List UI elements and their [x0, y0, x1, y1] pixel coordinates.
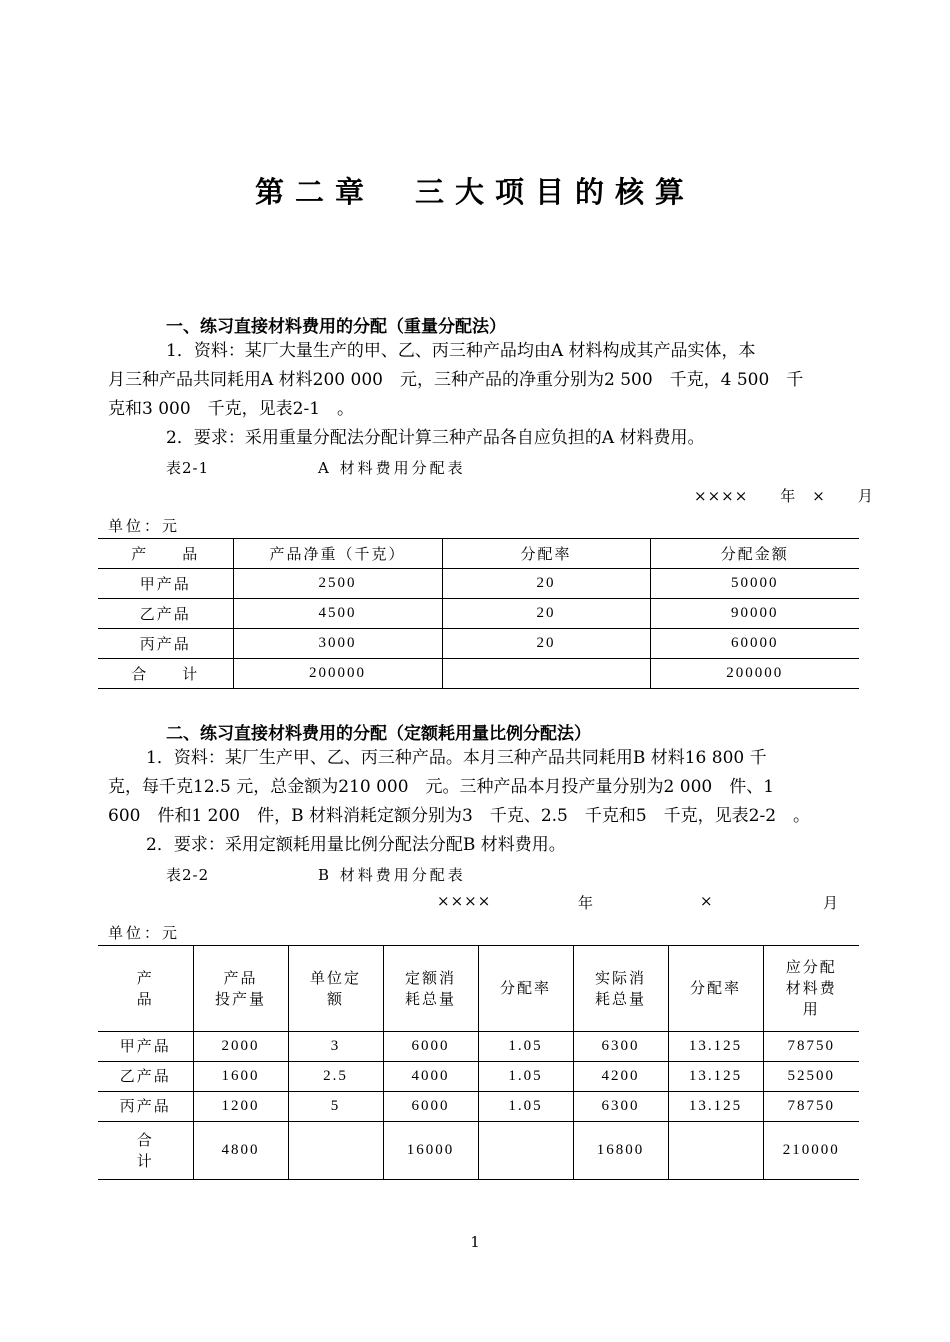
table-cell: 3: [288, 1032, 383, 1062]
table1-header-row: [98, 539, 859, 569]
table-cell: 1200: [193, 1092, 288, 1122]
table2-date-year-label: ××××: [437, 892, 492, 910]
table-cell: 2500: [233, 569, 442, 599]
table-cell: 6300: [573, 1032, 668, 1062]
table-cell: 6300: [573, 1092, 668, 1122]
table-cell: 1600: [193, 1062, 288, 1092]
table-2-2: [98, 945, 859, 1180]
table2-header-row: [98, 946, 859, 1032]
table-cell: 50000: [650, 569, 859, 599]
table1-header: 分配率: [442, 539, 650, 569]
section1-para1-line1: 1．资料：某厂大量生产的甲、乙、丙三种产品均由A 材料构成其产品实体，本: [166, 341, 756, 361]
table-cell: 乙产品: [98, 1062, 193, 1092]
table-row: [98, 1092, 859, 1122]
table-cell: 4000: [383, 1062, 478, 1092]
table2-header: 产 品: [98, 946, 193, 1032]
table-cell: 2000: [193, 1032, 288, 1062]
table2-header: 定额消 耗总量: [383, 946, 478, 1032]
table2-header: 分配率: [668, 946, 763, 1032]
section2-para1-line1: 1．资料：某厂生产甲、乙、丙三种产品。本月三种产品共同耗用B 材料16 800 千: [146, 748, 767, 768]
table2-header: 单位定 额: [288, 946, 383, 1032]
table-row: [98, 629, 859, 659]
section1-para1-line2: 月三种产品共同耗用A 材料200 000 元，三种产品的净重分别为2 500 千克，4 500 千: [108, 370, 804, 390]
table-cell: 13.125: [668, 1092, 763, 1122]
table-cell: 200000: [650, 659, 859, 689]
section2-para1-line3: 600 件和1 200 件，B 材料消耗定额分别为3 千克、2.5 千克和5 千克，见表2-2 。: [108, 806, 811, 826]
table-cell: 合 计: [98, 659, 233, 689]
table-cell: 1.05: [478, 1062, 573, 1092]
table-row: [98, 1032, 859, 1062]
table-cell: 6000: [383, 1092, 478, 1122]
table-cell: 20: [442, 569, 650, 599]
table-cell: [442, 659, 650, 689]
table-row: [98, 1062, 859, 1092]
table-cell: 5: [288, 1092, 383, 1122]
table-cell: [668, 1122, 763, 1180]
table1-header: 分配金额: [650, 539, 859, 569]
table-cell: 乙产品: [98, 599, 233, 629]
table-total-row: [98, 1122, 859, 1180]
table-cell: 16000: [383, 1122, 478, 1180]
table-cell: 90000: [650, 599, 859, 629]
table-cell: 6000: [383, 1032, 478, 1062]
table-cell: 丙产品: [98, 1092, 193, 1122]
table-cell: 丙产品: [98, 629, 233, 659]
table-cell: 3000: [233, 629, 442, 659]
section2-para2: 2．要求：采用定额耗用量比例分配法分配B 材料费用。: [146, 835, 566, 855]
section1-para2: 2．要求：采用重量分配法分配计算三种产品各自应负担的A 材料费用。: [166, 428, 705, 448]
section2-para1-line2: 克，每千克12.5 元，总金额为210 000 元。三种产品本月投产量分别为2 000 件、1: [108, 777, 775, 797]
table-cell-total-label: 合 计: [98, 1122, 193, 1180]
table2-date-year: 年: [578, 894, 597, 912]
table2-header: 实际消 耗总量: [573, 946, 668, 1032]
table-cell: 210000: [763, 1122, 859, 1180]
table1-number: 表2-1: [166, 459, 210, 477]
table-cell: 2.5: [288, 1062, 383, 1092]
table-cell: 52500: [763, 1062, 859, 1092]
table-cell: 甲产品: [98, 1032, 193, 1062]
table-cell: 4500: [233, 599, 442, 629]
table-2-1: [98, 538, 859, 689]
chapter-name: 三大项目的核算: [415, 175, 696, 209]
table-cell: 甲产品: [98, 569, 233, 599]
table2-date-month: 月: [823, 894, 842, 912]
table1-unit: 单位：元: [108, 517, 181, 535]
table-cell: 200000: [233, 659, 442, 689]
table-cell: 4800: [193, 1122, 288, 1180]
table2-header: 分配率: [478, 946, 573, 1032]
table-row: [98, 569, 859, 599]
table-cell: 78750: [763, 1032, 859, 1062]
table-cell: 13.125: [668, 1062, 763, 1092]
table2-number: 表2-2: [166, 866, 210, 884]
page-number: 1: [470, 1233, 480, 1251]
table-cell: 1.05: [478, 1032, 573, 1062]
table-cell: 20: [442, 599, 650, 629]
page-title: [0, 170, 950, 211]
table-cell: 1.05: [478, 1092, 573, 1122]
section1-heading: 一、练习直接材料费用的分配（重量分配法）: [166, 317, 506, 337]
table-cell: [478, 1122, 573, 1180]
table1-header: 产品净重（千克）: [233, 539, 442, 569]
section2-heading: 二、练习直接材料费用的分配（定额耗用量比例分配法）: [166, 724, 591, 744]
chapter-number: 第二章: [254, 175, 375, 209]
table-cell: 4200: [573, 1062, 668, 1092]
table-cell: 13.125: [668, 1032, 763, 1062]
table2-title: B 材料费用分配表: [318, 866, 466, 884]
table-row: [98, 599, 859, 629]
table2-header: 应分配 材料费 用: [763, 946, 859, 1032]
table-cell: [288, 1122, 383, 1180]
table2-unit: 单位：元: [108, 924, 181, 942]
table2-date-x: ×: [700, 892, 716, 910]
table-cell: 78750: [763, 1092, 859, 1122]
table-cell: 60000: [650, 629, 859, 659]
section1-para1-line3: 克和3 000 千克，见表2-1 。: [108, 399, 355, 419]
table1-title: A 材料费用分配表: [318, 459, 466, 477]
table1-header: 产 品: [98, 539, 233, 569]
table1-date: ×××× 年 × 月: [694, 487, 874, 505]
table2-header: 产品 投产量: [193, 946, 288, 1032]
table-row: [98, 659, 859, 689]
table-cell: 20: [442, 629, 650, 659]
table-cell: 16800: [573, 1122, 668, 1180]
